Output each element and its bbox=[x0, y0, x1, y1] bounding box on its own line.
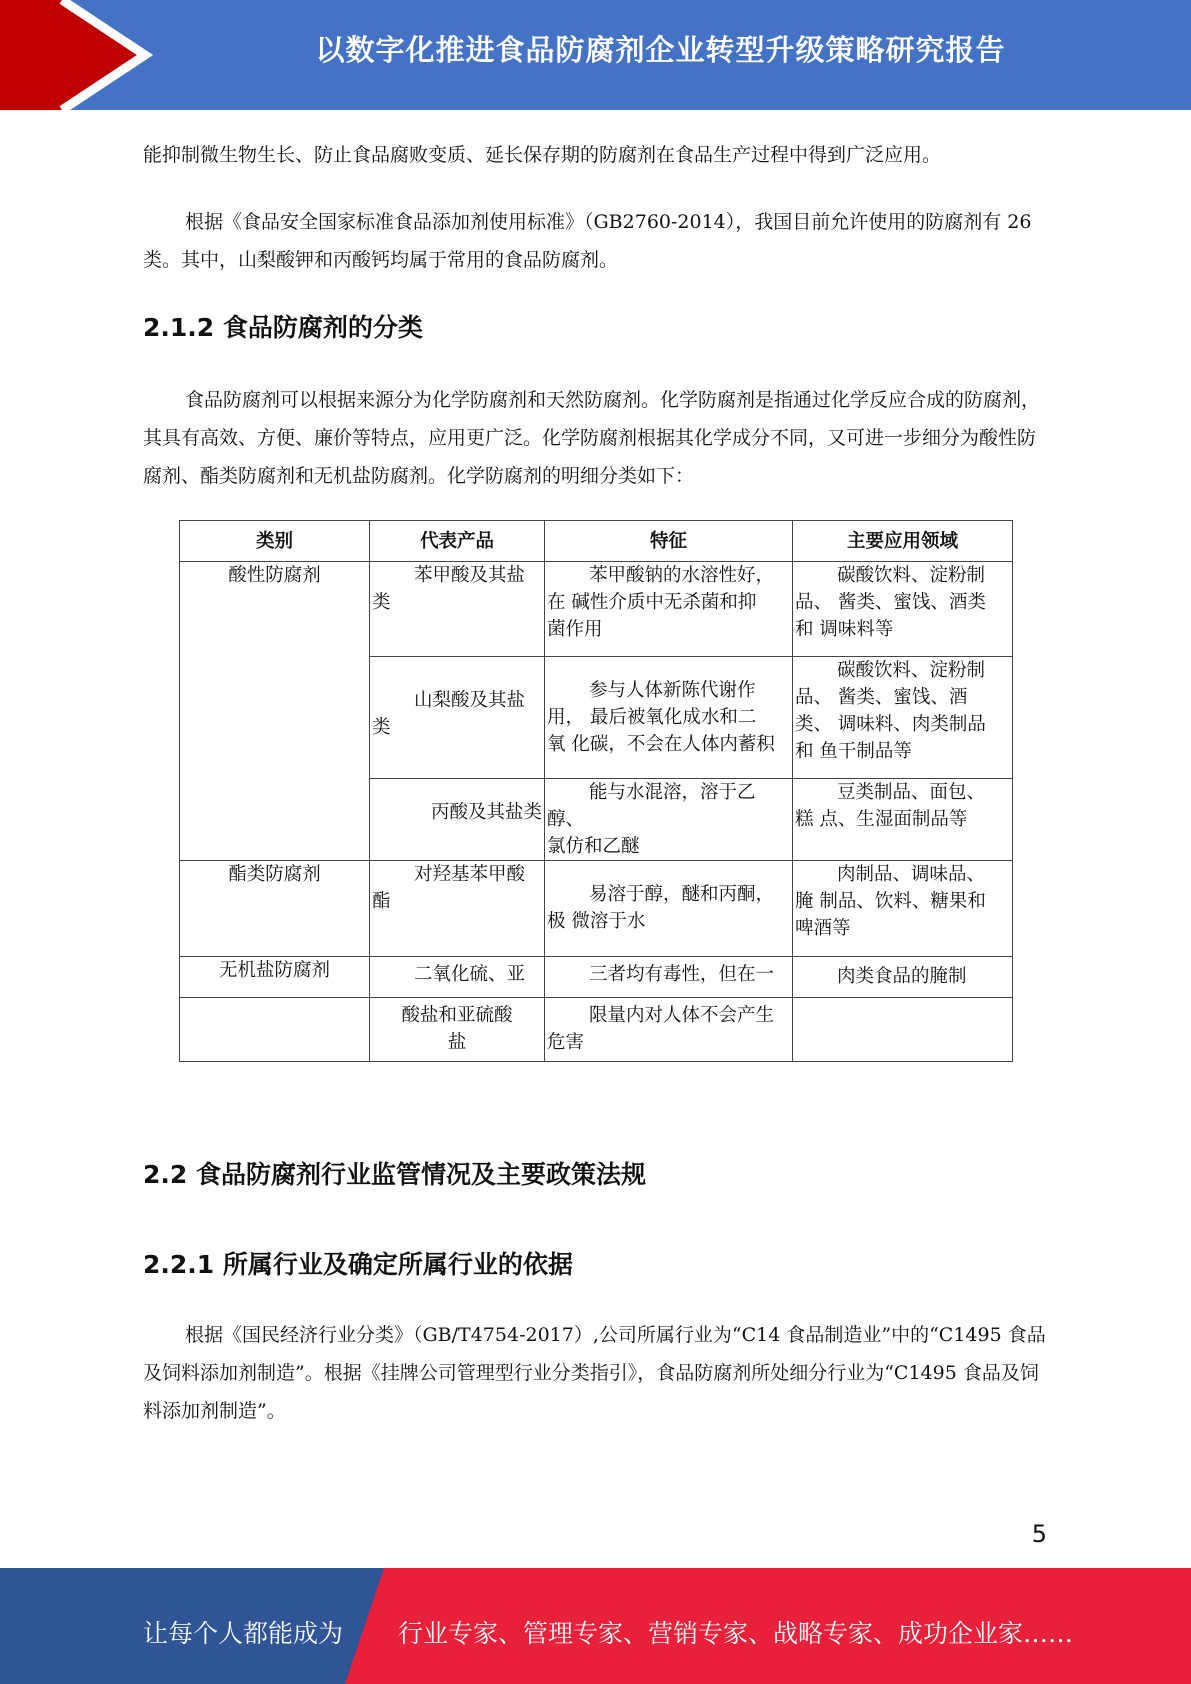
header-title: 以数字化推进食品防腐剂企业转型升级策略研究报告 bbox=[315, 33, 1006, 67]
feature-cell: 参与人体新陈代谢作 用， 最后被氧化成水和二 氧 化碳，不会在人体内蓄积 bbox=[545, 657, 793, 779]
page-number: 5 bbox=[1031, 1520, 1047, 1548]
preservative-classification-table bbox=[179, 520, 1013, 1062]
product-cell: 丙酸及其盐类 bbox=[370, 779, 545, 861]
category-cell-inorganic: 无机盐防腐剂 bbox=[180, 957, 370, 998]
feature-cell: 限量内对人体不会产生 危害 bbox=[545, 998, 793, 1062]
paragraph-standard: 根据《食品安全国家标准食品添加剂使用标准》（GB2760-2014），我国目前允许使用的防腐剂有 26 类。其中，山梨酸钾和丙酸钙均属于常用的食品防腐剂。 bbox=[143, 211, 1032, 271]
table-header-cell: 代表产品 bbox=[370, 521, 545, 562]
table-header-cell: 特征 bbox=[545, 521, 793, 562]
table-header-cell: 主要应用领域 bbox=[793, 521, 1013, 562]
product-cell: 对羟基苯甲酸 酯 bbox=[370, 861, 545, 957]
product-cell: 苯甲酸及其盐 类 bbox=[370, 562, 545, 657]
paragraph-industry: 根据《国民经济行业分类》（GB/T4754-2017）,公司所属行业为“C14 食品制造业”中的“C1495 食品及饲料添加剂制造”。根据《挂牌公司管理型行业分类指引》，食品防腐剂所处细分行业为“C1495 食品及饲料添加剂制造”。 bbox=[143, 1324, 1046, 1422]
feature-cell: 苯甲酸钠的水溶性好， 在 碱性介质中无杀菌和抑 菌作用 bbox=[545, 562, 793, 657]
application-cell: 碳酸饮料、淀粉制 品、 酱类、蜜饯、酒类 和 调味料等 bbox=[793, 562, 1013, 657]
product-cell: 酸盐和亚硫酸 盐 bbox=[370, 998, 545, 1062]
paragraph-classification: 食品防腐剂可以根据来源分为化学防腐剂和天然防腐剂。化学防腐剂是指通过化学反应合成的防腐剂，其具有高效、方便、廉价等特点，应用更广泛。化学防腐剂根据其化学成分不同，又可进一步细分为酸性防腐剂、酯类防腐剂和无机盐防腐剂。化学防腐剂的明细分类如下： bbox=[143, 389, 1041, 487]
feature-cell: 能与水混溶，溶于乙醇、 氯仿和乙醚 bbox=[545, 779, 793, 861]
empty-cell bbox=[793, 998, 1013, 1062]
product-cell: 山梨酸及其盐 类 bbox=[370, 657, 545, 779]
table-row bbox=[180, 861, 1013, 957]
table-row bbox=[180, 998, 1013, 1062]
application-cell: 肉类食品的腌制 bbox=[793, 957, 1013, 998]
application-cell: 碳酸饮料、淀粉制 品、 酱类、蜜饯、酒 类、 调味料、肉类制品 和 鱼干制品等 bbox=[793, 657, 1013, 779]
table-row bbox=[180, 957, 1013, 998]
empty-cell bbox=[180, 998, 370, 1062]
feature-cell: 三者均有毒性，但在一 bbox=[545, 957, 793, 998]
table-header-row bbox=[180, 521, 1013, 562]
section-heading-2-2-1: 2.2.1 所属行业及确定所属行业的依据 bbox=[143, 1250, 573, 1279]
footer-slogan-right: 行业专家、管理专家、营销专家、战略专家、成功企业家…… bbox=[398, 1619, 1074, 1648]
application-cell: 豆类制品、面包、 糕 点、生湿面制品等 bbox=[793, 779, 1013, 861]
paragraph-intro: 能抑制微生物生长、防止食品腐败变质、延长保存期的防腐剂在食品生产过程中得到广泛应用。 bbox=[143, 144, 942, 166]
product-cell: 二氧化硫、亚 bbox=[370, 957, 545, 998]
feature-cell: 易溶于醇，醚和丙酮， 极 微溶于水 bbox=[545, 861, 793, 957]
section-heading-2-2: 2.2 食品防腐剂行业监管情况及主要政策法规 bbox=[143, 1160, 646, 1189]
page-header bbox=[0, 0, 1191, 110]
footer-slogan-left: 让每个人都能成为 bbox=[143, 1619, 344, 1648]
category-cell-ester: 酯类防腐剂 bbox=[180, 861, 370, 957]
page-footer bbox=[0, 1568, 1191, 1684]
category-cell-acid: 酸性防腐剂 bbox=[180, 562, 370, 861]
table-header-cell: 类别 bbox=[180, 521, 370, 562]
table-row bbox=[180, 562, 1013, 657]
application-cell: 肉制品、调味品、 腌 制品、饮料、糖果和 啤酒等 bbox=[793, 861, 1013, 957]
section-heading-2-1-2: 2.1.2 食品防腐剂的分类 bbox=[143, 313, 423, 342]
